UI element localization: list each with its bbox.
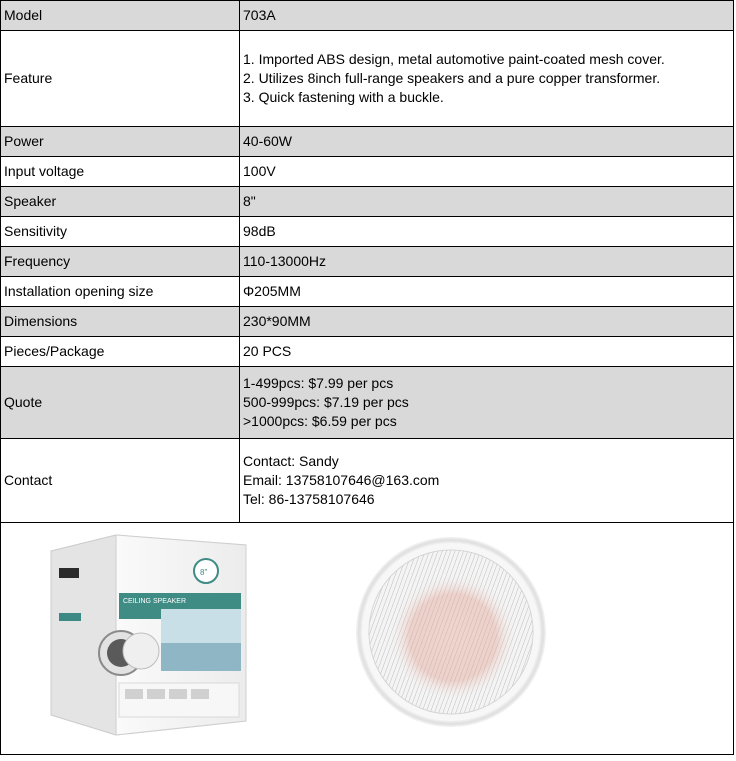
- label-dimensions: Dimensions: [1, 307, 240, 337]
- row-input-voltage: [1, 157, 734, 187]
- speaker-grille-photo: [359, 540, 543, 724]
- label-frequency: Frequency: [1, 247, 240, 277]
- row-quote: [1, 367, 734, 439]
- row-pieces-package: [1, 337, 734, 367]
- label-input-voltage: Input voltage: [1, 157, 240, 187]
- value-power: 40-60W: [240, 127, 734, 157]
- value-speaker: 8": [240, 187, 734, 217]
- label-power: Power: [1, 127, 240, 157]
- quote-line-2: 500-999pcs: $7.19 per pcs: [243, 394, 409, 410]
- feature-line-1: 1. Imported ABS design, metal automotive paint-coated mesh cover.: [243, 51, 665, 67]
- product-images: [1, 523, 735, 754]
- label-installation-opening: Installation opening size: [1, 277, 240, 307]
- value-frequency: 110-13000Hz: [240, 247, 734, 277]
- value-input-voltage: 100V: [240, 157, 734, 187]
- row-model: [1, 1, 734, 31]
- label-sensitivity: Sensitivity: [1, 217, 240, 247]
- label-model: Model: [1, 1, 240, 31]
- row-dimensions: [1, 307, 734, 337]
- row-sensitivity: [1, 217, 734, 247]
- product-box-photo: [51, 535, 246, 735]
- row-speaker: [1, 187, 734, 217]
- value-dimensions: 230*90MM: [240, 307, 734, 337]
- quote-line-3: >1000pcs: $6.59 per pcs: [243, 413, 397, 429]
- contact-tel: Tel: 86-13758107646: [243, 491, 375, 507]
- row-power: [1, 127, 734, 157]
- label-quote: Quote: [1, 367, 240, 439]
- box-label-text: CEILING SPEAKER: [123, 598, 187, 605]
- quote-line-1: 1-499pcs: $7.99 per pcs: [243, 375, 394, 391]
- images-cell: [1, 523, 734, 755]
- row-contact: [1, 439, 734, 523]
- row-installation-opening: [1, 277, 734, 307]
- contact-name: Contact: Sandy: [243, 453, 339, 469]
- label-feature: Feature: [1, 31, 240, 127]
- value-pieces-package: 20 PCS: [240, 337, 734, 367]
- label-contact: Contact: [1, 439, 240, 523]
- box-badge-text: 8": [200, 568, 208, 577]
- label-pieces-package: Pieces/Package: [1, 337, 240, 367]
- row-frequency: [1, 247, 734, 277]
- feature-line-3: 3. Quick fastening with a buckle.: [243, 89, 444, 105]
- value-sensitivity: 98dB: [240, 217, 734, 247]
- value-feature: [240, 31, 734, 127]
- contact-email: Email: 13758107646@163.com: [243, 472, 440, 488]
- row-feature: [1, 31, 734, 127]
- value-model: 703A: [240, 1, 734, 31]
- feature-line-2: 2. Utilizes 8inch full-range speakers and a pure copper transformer.: [243, 70, 661, 86]
- value-contact: [240, 439, 734, 523]
- value-installation-opening: Φ205MM: [240, 277, 734, 307]
- row-images: [1, 523, 734, 755]
- product-photos: [1, 523, 735, 754]
- value-quote: [240, 367, 734, 439]
- label-speaker: Speaker: [1, 187, 240, 217]
